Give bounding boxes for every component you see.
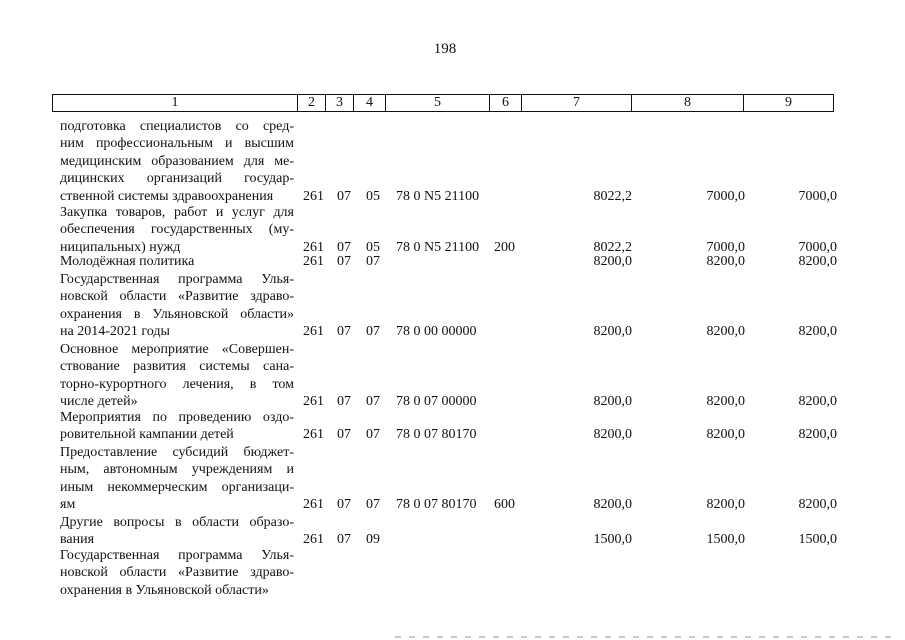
code-expense-type: 200 bbox=[494, 240, 515, 255]
code-subsection: 05 bbox=[366, 240, 380, 255]
description-line: ниципальных) нужд bbox=[60, 239, 181, 255]
row-description bbox=[60, 409, 294, 444]
row-description bbox=[60, 547, 294, 599]
description-line: охранения в Ульяновской области» bbox=[60, 582, 269, 598]
column-header-4: 4 bbox=[353, 95, 385, 111]
code-subsection: 07 bbox=[366, 427, 380, 442]
column-header-9: 9 bbox=[743, 95, 833, 111]
code-grbs: 261 bbox=[303, 324, 324, 339]
description-line: Закупка товаров, работ и услуг для bbox=[60, 205, 294, 220]
amount-col-7: 8200,0 bbox=[593, 324, 632, 339]
code-target-item: 78 0 07 00000 bbox=[396, 394, 477, 409]
row-description bbox=[60, 444, 294, 514]
code-section: 07 bbox=[337, 532, 351, 547]
code-subsection: 07 bbox=[366, 254, 380, 269]
description-line: иным некоммерческим организаци- bbox=[60, 479, 294, 495]
code-section: 07 bbox=[337, 254, 351, 269]
code-target-item: 78 0 N5 21100 bbox=[396, 240, 480, 255]
code-subsection: 07 bbox=[366, 324, 380, 339]
code-subsection: 09 bbox=[366, 532, 380, 547]
code-grbs: 261 bbox=[303, 189, 324, 204]
description-line: Государственная программа Улья- bbox=[60, 272, 294, 287]
description-line: медицинским образованием для ме- bbox=[60, 153, 294, 169]
description-line: Предоставление субсидий бюджет- bbox=[60, 445, 294, 460]
row-description bbox=[60, 118, 294, 205]
scan-artifact bbox=[395, 636, 895, 638]
code-target-item: 78 0 07 80170 bbox=[396, 427, 477, 442]
row-description bbox=[60, 514, 294, 549]
amount-col-9: 8200,0 bbox=[798, 497, 837, 512]
description-line: новской области «Развитие здраво- bbox=[60, 289, 294, 305]
description-line: ственной системы здравоохранения bbox=[60, 188, 274, 204]
description-line: вания bbox=[60, 532, 95, 548]
description-line: подготовка специалистов со сред- bbox=[60, 119, 294, 134]
code-section: 07 bbox=[337, 324, 351, 339]
amount-col-8: 1500,0 bbox=[706, 532, 745, 547]
amount-col-8: 8200,0 bbox=[706, 324, 745, 339]
amount-col-7: 8200,0 bbox=[593, 497, 632, 512]
description-line: ям bbox=[60, 497, 76, 513]
description-line: дицинских организаций государ- bbox=[60, 171, 294, 187]
code-expense-type: 600 bbox=[494, 497, 515, 512]
row-description bbox=[60, 341, 294, 411]
code-target-item: 78 0 07 80170 bbox=[396, 497, 477, 512]
description-line: торно-курортного лечения, в том bbox=[60, 376, 294, 392]
column-header-6: 6 bbox=[489, 95, 521, 111]
amount-col-8: 8200,0 bbox=[706, 497, 745, 512]
description-line: Молодёжная политика bbox=[60, 254, 195, 269]
amount-col-7: 1500,0 bbox=[593, 532, 632, 547]
description-line: ровительной кампании детей bbox=[60, 427, 234, 443]
code-subsection: 05 bbox=[366, 189, 380, 204]
column-header-2: 2 bbox=[297, 95, 325, 111]
description-line: Государственная программа Улья- bbox=[60, 548, 294, 563]
amount-col-9: 8200,0 bbox=[798, 254, 837, 269]
row-description bbox=[60, 271, 294, 341]
row-description bbox=[60, 204, 294, 256]
description-line: новской области «Развитие здраво- bbox=[60, 565, 294, 581]
code-target-item: 78 0 00 00000 bbox=[396, 324, 477, 339]
description-line: Другие вопросы в области образо- bbox=[60, 515, 294, 530]
page-number: 198 bbox=[433, 41, 457, 57]
amount-col-9: 8200,0 bbox=[798, 427, 837, 442]
code-grbs: 261 bbox=[303, 394, 324, 409]
amount-col-9: 1500,0 bbox=[798, 532, 837, 547]
code-section: 07 bbox=[337, 394, 351, 409]
amount-col-9: 8200,0 bbox=[798, 324, 837, 339]
code-section: 07 bbox=[337, 427, 351, 442]
code-grbs: 261 bbox=[303, 427, 324, 442]
code-grbs: 261 bbox=[303, 497, 324, 512]
amount-col-8: 8200,0 bbox=[706, 254, 745, 269]
amount-col-7: 8200,0 bbox=[593, 394, 632, 409]
description-line: числе детей» bbox=[60, 394, 138, 410]
code-section: 07 bbox=[337, 497, 351, 512]
column-header-5: 5 bbox=[385, 95, 489, 111]
amount-col-7: 8022,2 bbox=[593, 240, 632, 255]
code-target-item: 78 0 N5 21100 bbox=[396, 189, 480, 204]
code-section: 07 bbox=[337, 189, 351, 204]
amount-col-9: 8200,0 bbox=[798, 394, 837, 409]
description-line: Основное мероприятие «Совершен- bbox=[60, 342, 294, 357]
description-line: на 2014-2021 годы bbox=[60, 324, 170, 340]
amount-col-8: 7000,0 bbox=[706, 240, 745, 255]
code-grbs: 261 bbox=[303, 532, 324, 547]
column-header-8: 8 bbox=[631, 95, 743, 111]
code-subsection: 07 bbox=[366, 394, 380, 409]
description-line: ным, автономным учреждениям и bbox=[60, 462, 294, 478]
code-grbs: 261 bbox=[303, 240, 324, 255]
description-line: ним профессиональным и высшим bbox=[60, 136, 294, 152]
description-line: охранения в Ульяновской области» bbox=[60, 306, 294, 322]
column-header-1: 1 bbox=[171, 95, 179, 110]
amount-col-9: 7000,0 bbox=[798, 189, 837, 204]
column-header-7: 7 bbox=[521, 95, 631, 111]
table-header bbox=[52, 94, 834, 112]
code-subsection: 07 bbox=[366, 497, 380, 512]
amount-col-8: 7000,0 bbox=[706, 189, 745, 204]
description-line: обеспечения государственных (му- bbox=[60, 222, 294, 238]
amount-col-8: 8200,0 bbox=[706, 427, 745, 442]
amount-col-9: 7000,0 bbox=[798, 240, 837, 255]
description-line: Мероприятия по проведению оздо- bbox=[60, 410, 294, 425]
amount-col-7: 8200,0 bbox=[593, 427, 632, 442]
code-section: 07 bbox=[337, 240, 351, 255]
code-grbs: 261 bbox=[303, 254, 324, 269]
row-description bbox=[60, 253, 294, 270]
amount-col-8: 8200,0 bbox=[706, 394, 745, 409]
amount-col-7: 8022,2 bbox=[593, 189, 632, 204]
amount-col-7: 8200,0 bbox=[593, 254, 632, 269]
description-line: ствование развития системы сана- bbox=[60, 359, 294, 375]
column-header-3: 3 bbox=[325, 95, 353, 111]
